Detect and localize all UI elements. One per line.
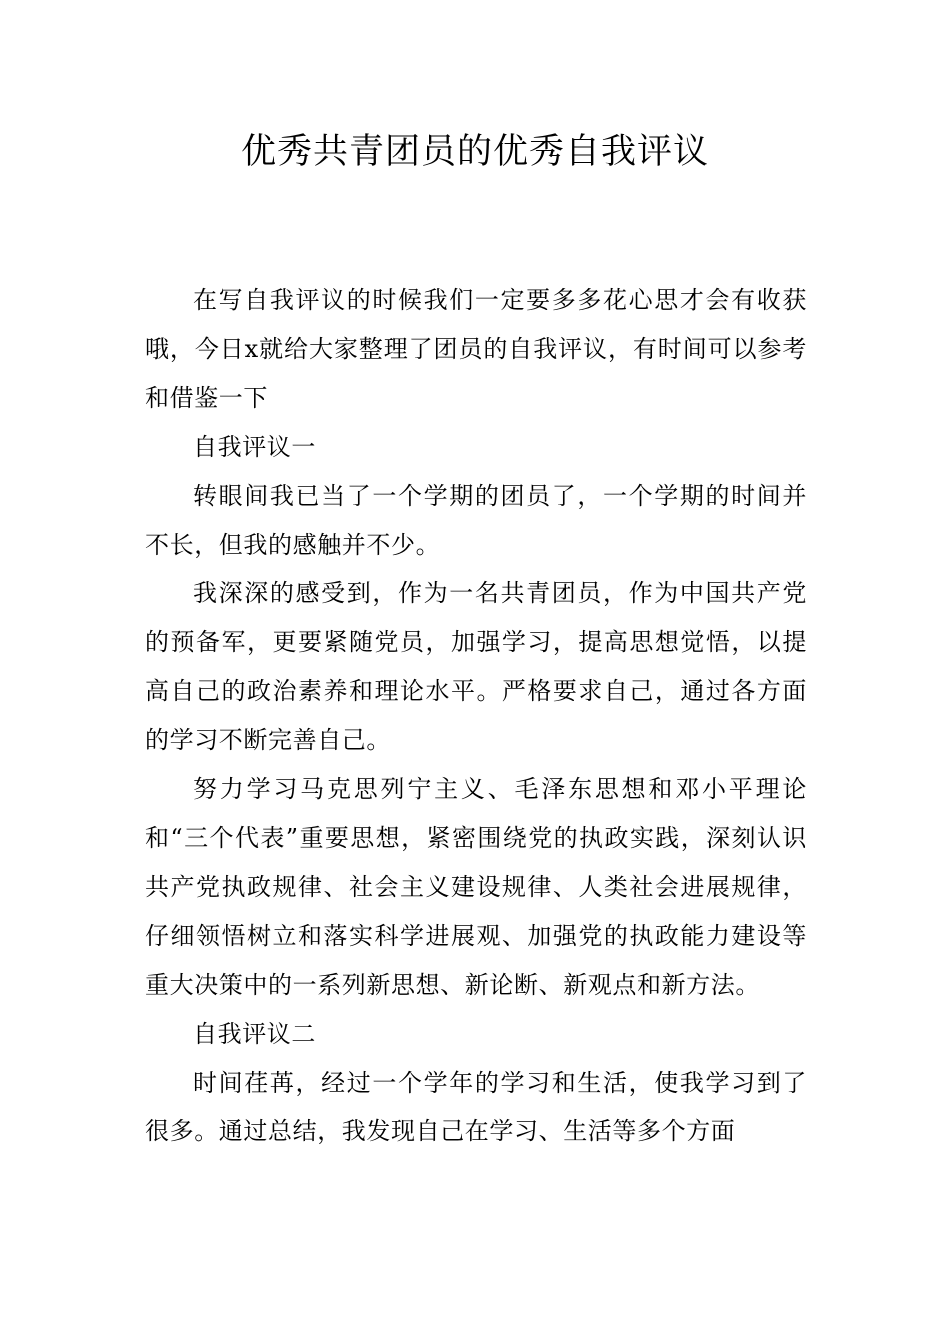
section-heading-1: 自我评议一 (193, 432, 316, 461)
section-heading-2: 自我评议二 (193, 1019, 316, 1048)
document-title: 优秀共青团员的优秀自我评议 (240, 132, 709, 172)
body-paragraph: 时间荏苒，经过一个学年的学习和生活，使我学习到了很多。通过总结，我发现自己在学习、生活等多个方面 (145, 1068, 807, 1146)
document-body (145, 276, 807, 1156)
body-paragraph: 我深深的感受到，作为一名共青团员，作为中国共产党的预备军，更要紧随党员，加强学习，提高思想觉悟，以提高自己的政治素养和理论水平。严格要求自己，通过各方面的学习不断完善自己。 (145, 579, 807, 755)
body-paragraph: 转眼间我已当了一个学期的团员了，一个学期的时间并不长，但我的感触并不少。 (145, 481, 807, 559)
intro-paragraph: 在写自我评议的时候我们一定要多多花心思才会有收获哦，今日x就给大家整理了团员的自我评议，有时间可以参考和借鉴一下 (145, 286, 807, 412)
body-paragraph: 努力学习马克思列宁主义、毛泽东思想和邓小平理论和“三个代表”重要思想，紧密围绕党的执政实践，深刻认识共产党执政规律、社会主义建设规律、人类社会进展规律，仔细领悟树立和落实科学进展观、加强党的执政能力建设等重大决策中的一系列新思想、新论断、新观点和新方法。 (145, 775, 807, 999)
